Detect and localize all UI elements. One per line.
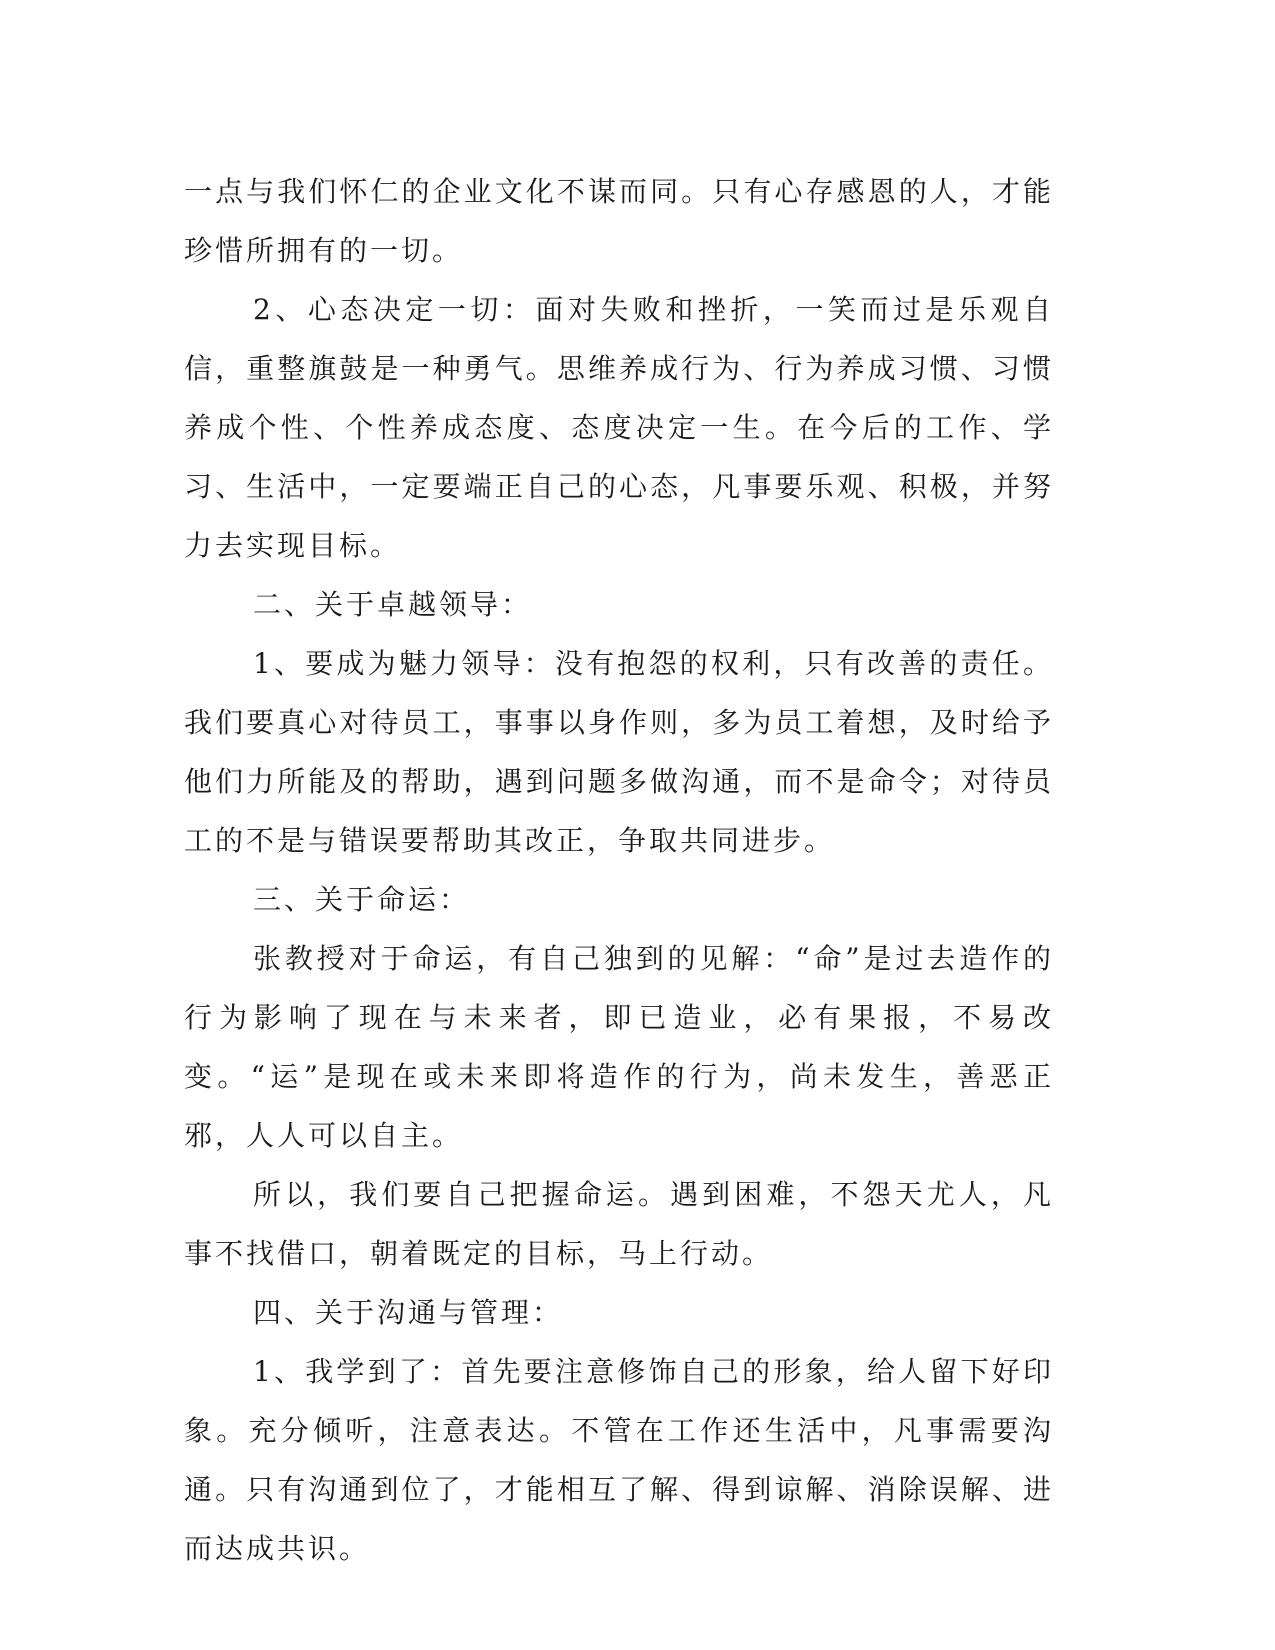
document-body (184, 162, 1054, 1578)
section-heading-leadership: 二、关于卓越领导： (253, 588, 533, 621)
paragraph-destiny-view: 张教授对于命运，有自己独到的见解：“命”是过去造作的行为影响了现在与未来者，即已造业，必有果报，不易改变。“运”是现在或未来即将造作的行为，尚未发生，善恶正邪，人人可以自主。 (184, 942, 1054, 1152)
paragraph-communication-learned: 1、我学到了：首先要注意修饰自己的形象，给人留下好印象。充分倾听，注意表达。不管在工作还生活中，凡事需要沟通。只有沟通到位了，才能相互了解、得到谅解、消除误解、进而达成共识。 (184, 1355, 1054, 1565)
paragraph-charismatic-leader: 1、要成为魅力领导：没有抱怨的权利，只有改善的责任。我们要真心对待员工，事事以身作则，多为员工着想，及时给予他们力所能及的帮助，遇到问题多做沟通，而不是命令；对待员工的不是与错误要帮助其改正，争取共同进步。 (184, 647, 1054, 857)
paragraph-gratitude-continued: 一点与我们怀仁的企业文化不谋而同。只有心存感恩的人，才能珍惜所拥有的一切。 (184, 175, 1054, 267)
paragraph-grasp-destiny: 所以，我们要自己把握命运。遇到困难，不怨天尤人，凡事不找借口，朝着既定的目标，马上行动。 (184, 1178, 1054, 1270)
section-heading-destiny: 三、关于命运： (253, 883, 471, 916)
paragraph-attitude: 2、心态决定一切：面对失败和挫折，一笑而过是乐观自信，重整旗鼓是一种勇气。思维养成行为、行为养成习惯、习惯养成个性、个性养成态度、态度决定一生。在今后的工作、学习、生活中，一定要端正自己的心态，凡事要乐观、积极，并努力去实现目标。 (184, 293, 1054, 562)
section-heading-communication: 四、关于沟通与管理： (253, 1296, 564, 1329)
